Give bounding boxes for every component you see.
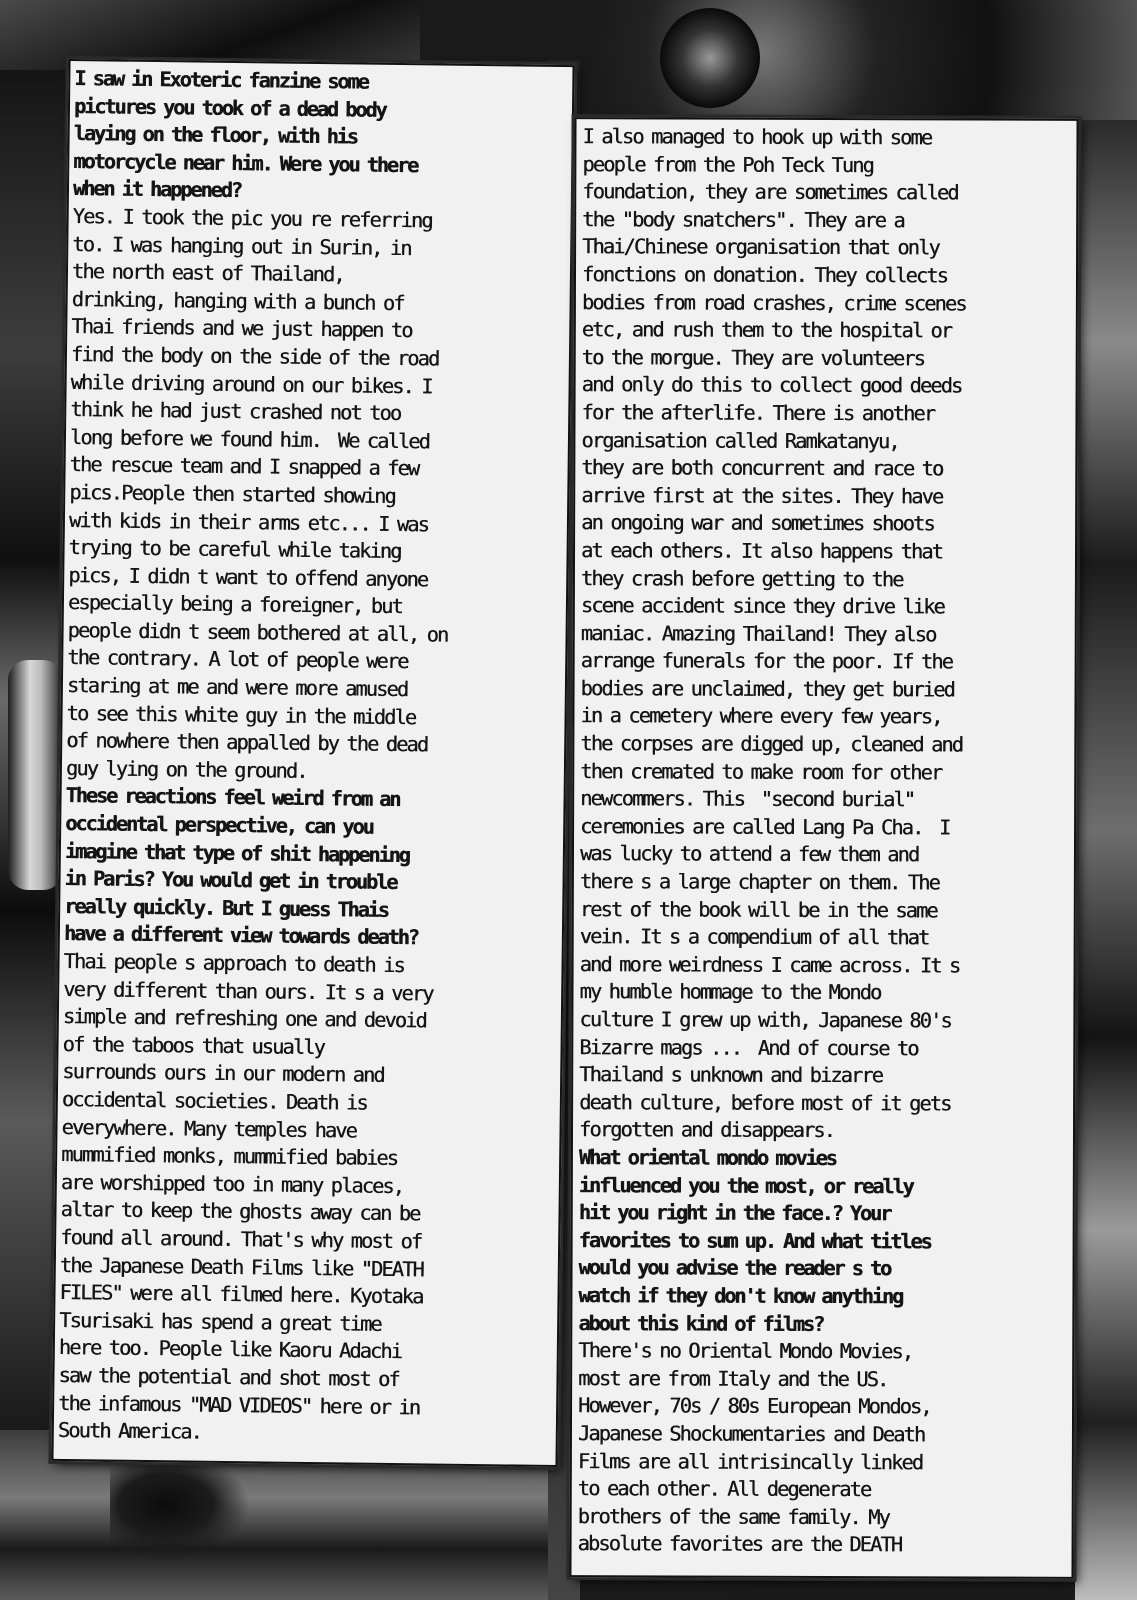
- interview-column-right: [569, 117, 1078, 1579]
- answer-3: There's no Oriental Mondo Movies, most are from Italy and the US. However, 70s / 80s European Mondos, Japanese Shockumentaries and Death Films are all intrisincally linked to each other. All degenerate brothers of the same family. My absolute favorites are the DEATH: [577, 1338, 931, 1557]
- collage-photo-right-edge: [1075, 120, 1137, 1600]
- question-3: What oriental mondo movies influenced you the most, or really hit you right in the face.? Your favorites to sum up. And what titles would you advise the reader s to watch if they don't know anything about this kind of films?: [578, 1145, 931, 1336]
- interview-column-left: [51, 59, 574, 1467]
- answer-1: Yes. I took the pic you re referring to. I was hanging out in Surin, in the north east of Thailand, drinking, hanging with a bunch of Thai friends and we just happen to find the body on the side of the road while driving around on our bikes. I think he had just crashed not too long before we found him. We called the rescue team and I snapped a few pics.People then started showing with kids in their arms etc... I was trying to be careful while taking pics, I didn t want to offend anyone especially being a foreigner, but people didn t seem bothered at all, on the contrary. A lot of people were staring at me and were more amused to see this white guy in the middle of nowhere then appalled by the dead guy lying on the ground.: [65, 203, 448, 783]
- collage-photo-top-left: [0, 0, 420, 70]
- question-2: These reactions feel weird from an occidental perspective, can you imagine that type of shit happening in Paris? You would get in trouble really quickly. But I guess Thais have a different view towards death?: [63, 783, 419, 950]
- emblem-icon: [660, 8, 760, 108]
- answer-2: Thai people s approach to death is very different than ours. It s a very simple and refreshing one and devoid of the taboos that usually surrounds ours in our modern and occidental societies. Death is everywhere. Many temples have mummified monks, mummified babies are worshipped too in many places, altar to keep the ghosts away can be found all around. That's why most of the Japanese Death Films like "DEATH FILES" were all filmed here. Kyotaka Tsurisaki has spend a great time here too. People like Kaoru Adachi saw the potential and shot most of the infamous "MAD VIDEOS" here or in South America.: [57, 948, 433, 1444]
- collage-body-bottom: [110, 1450, 250, 1560]
- collage-figure-left: [8, 660, 63, 890]
- question-1: I saw in Exoteric fanzine some pictures you took of a dead body laying on the floor, with his motorcycle near him. Were you there when it happened?: [72, 66, 418, 203]
- answer-2-continued: I also managed to hook up with some people from the Poh Teck Tung foundation, they are sometimes called the "body snatchers". They are a Thai/Chinese organisation that only fonctions on donation. They collects bodies from road crashes, crime scenes etc, and rush them to the hospital or to the morgue. They are volunteers and only do this to collect good deeds for the afterlife. There is another organisation called Ramkatanyu, they are both concurrent and race to arrive first at the sites. They have an ongoing war and sometimes shoots at each others. It also happens that they crash before getting to the scene accident since they drive like maniac. Amazing Thailand! They also arrange funerals for the poor. If the bodies are unclaimed, they get buried in a cemetery where every few years, the corpses are digged up, cleaned and then cremated to make room for other newcommers. This "second burial" ceremonies are called Lang Pa Cha. I was lucky to attend a few them and there s a large chapter on them. The rest of the book will be in the same vein. It s a compendium of all that and more weirdness I came across. It s my humble hommage to the Mondo culture I grew up with, Japanese 80's Bizarre mags ... And of course to Thailand s unknown and bizarre death culture, before most of it gets forgotten and disappears.: [578, 124, 966, 1143]
